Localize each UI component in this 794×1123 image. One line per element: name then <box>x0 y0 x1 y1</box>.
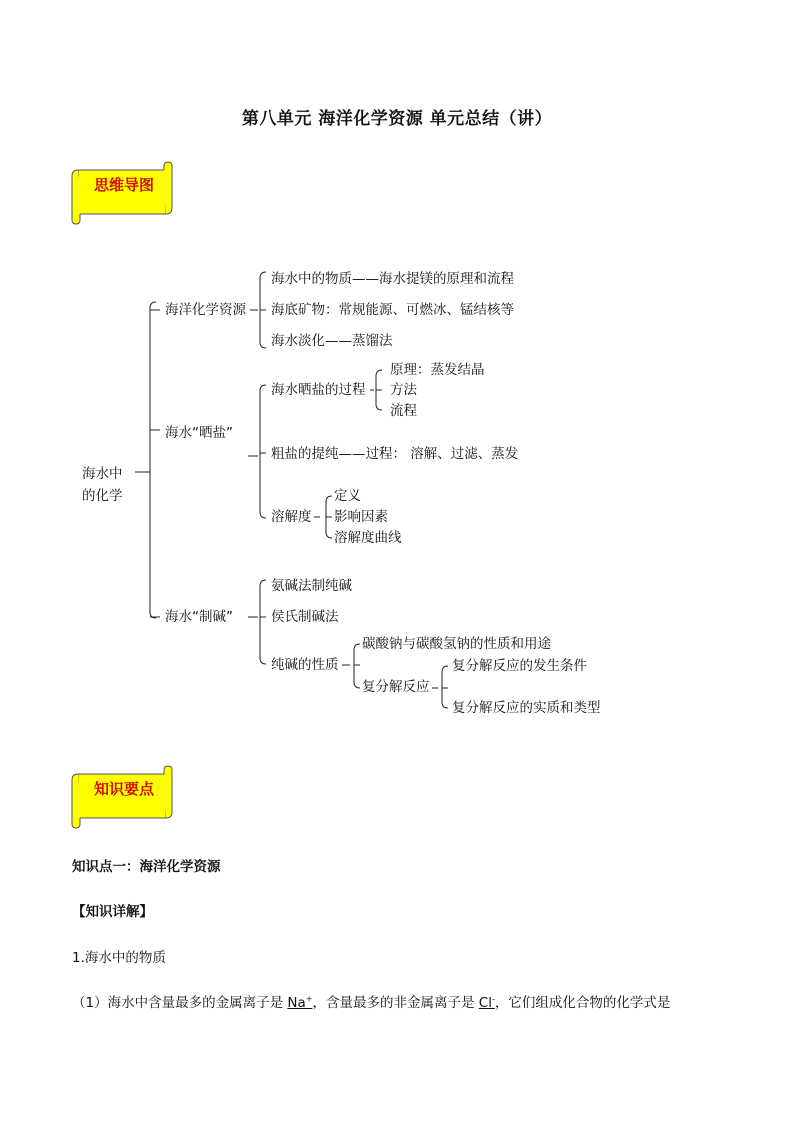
branch-marine-resources: 海洋化学资源 <box>165 302 246 318</box>
node-principle: 原理：蒸发结晶 <box>390 362 485 378</box>
knowledge-detail-label: 【知识详解】 <box>72 904 153 920</box>
page-title: 第八单元 海洋化学资源 单元总结（讲） <box>241 109 553 129</box>
node-solubility-curve: 溶解度曲线 <box>334 530 402 546</box>
node-hou-process: 侯氏制碱法 <box>271 609 339 625</box>
branch-soda-making: 海水“制碱” <box>165 609 233 625</box>
key-points-banner <box>70 764 174 822</box>
node-double-decomposition: 复分解反应 <box>362 679 430 695</box>
node-evaporation-process: 海水晒盐的过程 <box>271 382 366 398</box>
node-solubility: 溶解度 <box>271 509 312 525</box>
node-soda-properties: 纯碱的性质 <box>271 657 339 673</box>
node-ammonia-soda: 氨碱法制纯碱 <box>271 578 352 594</box>
mind-map-banner-label: 思维导图 <box>93 176 154 194</box>
sodium-ion <box>287 995 312 1011</box>
key-points-banner-label: 知识要点 <box>93 780 154 798</box>
mind-map-root-line1: 海水中 <box>82 466 123 482</box>
node-reaction-essence: 复分解反应的实质和类型 <box>452 700 601 716</box>
node-seabed-minerals: 海底矿物：常规能源、可燃冰、锰结核等 <box>271 302 514 318</box>
sodium-charge: + <box>305 994 313 1004</box>
node-influencing-factors: 影响因素 <box>334 509 388 525</box>
node-seawater-substances: 海水中的物质——海水提镁的原理和流程 <box>271 271 514 287</box>
mind-map-root-line2: 的化学 <box>82 488 123 504</box>
node-definition: 定义 <box>334 488 361 504</box>
knowledge-heading: 知识点一：海洋化学资源 <box>72 859 221 875</box>
node-carbonate-compare: 碳酸钠与碳酸氢钠的性质和用途 <box>362 636 551 652</box>
branch-salt-drying: 海水“晒盐” <box>165 425 233 441</box>
item-seawater-substances: 1.海水中的物质 <box>72 950 166 966</box>
node-purification: 粗盐的提纯——过程： 溶解、过滤、蒸发 <box>271 446 519 462</box>
sodium-symbol: Na <box>287 995 306 1011</box>
content-sentence <box>72 991 670 1011</box>
chloride-charge: - <box>491 994 495 1004</box>
node-reaction-conditions: 复分解反应的发生条件 <box>452 658 587 674</box>
sentence-part1: （1）海水中含量最多的金属离子是 <box>72 995 288 1011</box>
node-flow: 流程 <box>390 403 417 419</box>
chloride-ion <box>479 995 495 1011</box>
sentence-part3: ，它们组成化合物的化学式是 <box>494 995 671 1011</box>
node-method: 方法 <box>390 382 417 398</box>
node-desalination: 海水淡化——蒸馏法 <box>271 333 393 349</box>
chloride-symbol: Cl <box>478 995 492 1011</box>
sentence-part2: ，含量最多的非金属离子是 <box>312 995 479 1011</box>
